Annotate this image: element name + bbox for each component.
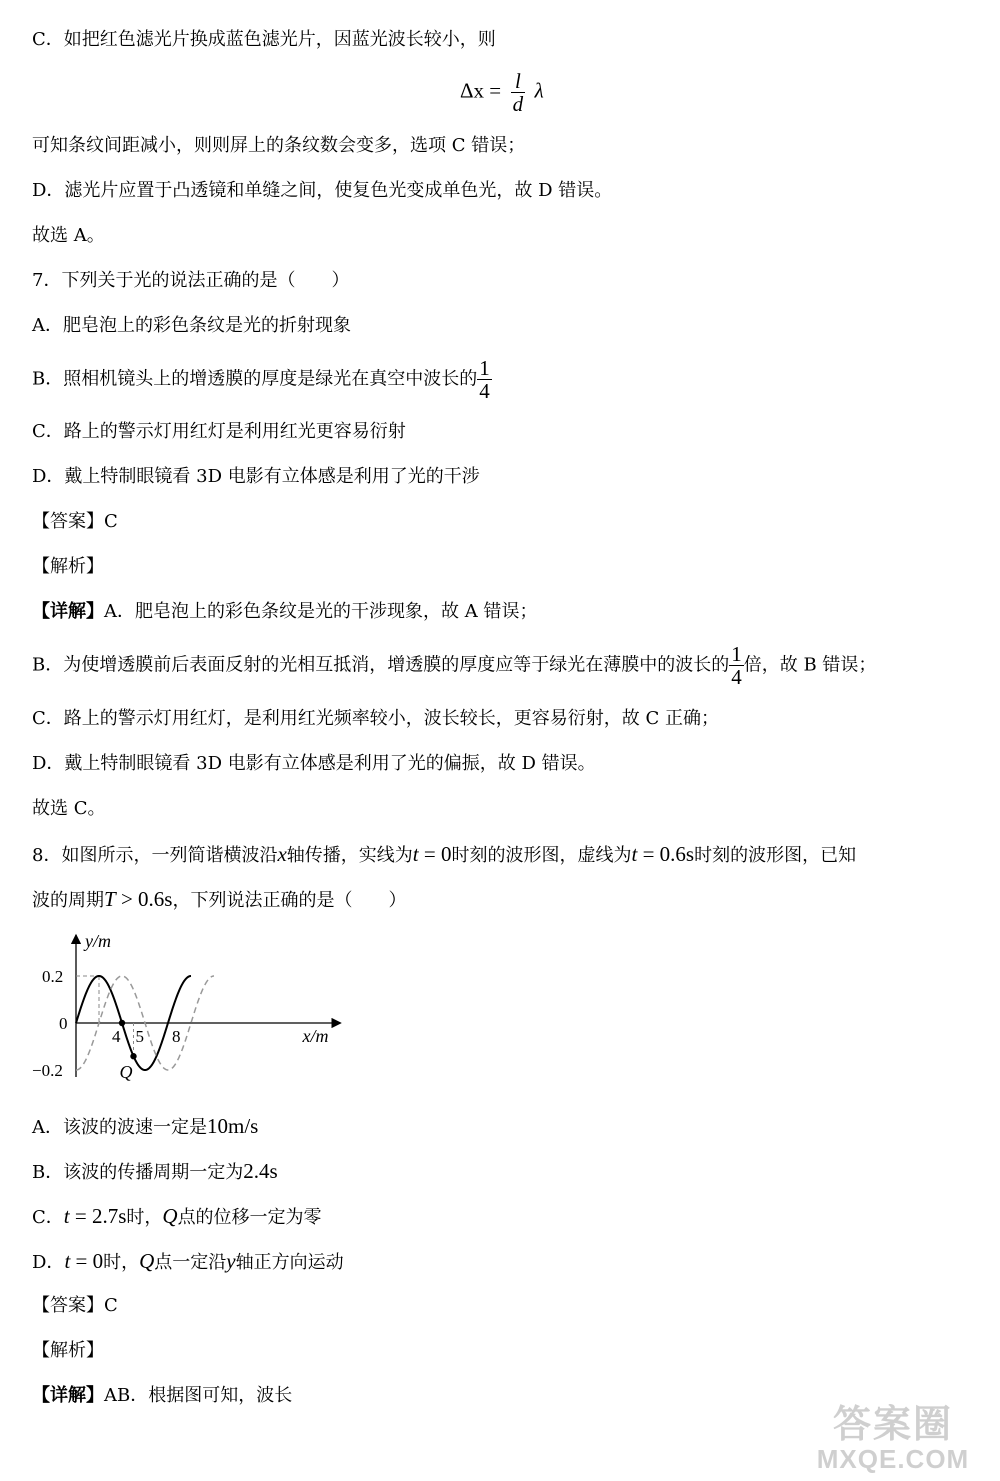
q8-option-b (32, 1159, 278, 1185)
var-x: x (277, 842, 287, 866)
q7-detail-c: C．路上的警示灯用红灯，是利用红光频率较小，波长较长，更容易衍射，故 C 正确； (32, 708, 719, 729)
q8c-text: 时， (126, 1207, 163, 1228)
q7-detail-a (32, 600, 537, 624)
q7-analysis-label: 【解析】 (32, 556, 104, 577)
var-t: t (631, 842, 638, 866)
point-q-label: Q (119, 1062, 133, 1083)
text-line-c: C．如把红色滤光片换成蓝色滤光片，因蓝光波长较小，则 (32, 29, 496, 50)
detail-label: 【详解】 (32, 601, 104, 622)
watermark-logo (798, 1405, 988, 1475)
var-t: t (63, 1204, 70, 1228)
q8-eq: = 0.6s (637, 842, 695, 866)
point-q (130, 1053, 136, 1059)
q8-analysis-label: 【解析】 (32, 1340, 104, 1361)
q8d-text: 点一定沿 (154, 1252, 227, 1273)
x-tick-label: 4 (112, 1027, 121, 1046)
formula-lambda: λ (534, 78, 544, 103)
q8-text: 波的周期 (32, 890, 104, 911)
q8-detail (32, 1384, 292, 1408)
q8b-value: 2.4s (243, 1159, 278, 1183)
formula-lhs: Δx = (460, 78, 502, 103)
q8-eq: = 0 (418, 842, 452, 866)
q8a-value: 10m/s (207, 1114, 259, 1138)
q7-answer: 【答案】C (32, 511, 118, 532)
q8-option-d (32, 1249, 344, 1275)
var-T: T (104, 887, 116, 911)
text-line-fringes: 可知条纹间距减小，则则屏上的条纹数会变多，选项 C 错误； (32, 135, 526, 156)
fraction-one-quarter (477, 357, 492, 402)
detail-b-tail: 倍，故 B 错误； (743, 654, 877, 676)
var-Q: Q (162, 1204, 178, 1228)
q8-text: 8．如图所示，一列简谐横波沿 (32, 845, 278, 866)
wave-chart (28, 925, 388, 1095)
q8d-value: = 0 (70, 1249, 104, 1273)
q8a-text: A．该波的波速一定是 (32, 1117, 207, 1138)
y-tick-label: 0 (59, 1014, 68, 1033)
x-axis-label: x/m (302, 1026, 329, 1046)
q8-eq: > 0.6s (115, 887, 173, 911)
q8-option-c (32, 1204, 322, 1230)
var-Q: Q (139, 1249, 155, 1273)
fraction-one-quarter-2 (729, 643, 744, 688)
fraction-numerator: 1 (479, 356, 490, 380)
watermark-url: MXQE.COM (816, 1444, 970, 1474)
x-tick-label: 5 (135, 1027, 144, 1046)
formula-delta-x (460, 70, 544, 115)
y-tick-label: 0.2 (42, 967, 64, 986)
fraction-denominator: 4 (731, 665, 742, 689)
var-t: t (64, 1249, 71, 1273)
detail-text: AB．根据图可知，波长 (104, 1385, 293, 1406)
formula-denominator: d (512, 92, 524, 116)
q8d-text: 时， (103, 1252, 140, 1273)
q7-option-b-text: B．照相机镜头上的增透膜的厚度是绿光在真空中波长的 (32, 368, 478, 390)
q7-option-b (32, 357, 492, 402)
q8-text: 时刻的波形图，虚线为 (451, 845, 632, 866)
q8-text: ，下列说法正确的是（ ） (172, 890, 407, 911)
formula-fraction (511, 70, 526, 115)
y-axis-label: y/m (85, 931, 111, 951)
q8d-text: D． (32, 1252, 65, 1273)
q7-detail-d: D．戴上特制眼镜看 3D 电影有立体感是利用了光的偏振，故 D 错误。 (32, 753, 596, 774)
detail-b-text: B．为使增透膜前后表面反射的光相互抵消，增透膜的厚度应等于绿光在薄膜中的波长的 (32, 654, 730, 676)
q8-text: 轴传播，实线为 (286, 845, 413, 866)
question-8-line2 (32, 887, 406, 913)
zero-point (119, 1020, 125, 1026)
y-tick-label: −0.2 (32, 1061, 63, 1080)
fraction-denominator: 4 (479, 379, 490, 403)
q7-detail-b (32, 643, 876, 688)
text-line-d: D．滤光片应置于凸透镜和单缝之间，使复色光变成单色光，故 D 错误。 (32, 180, 613, 201)
var-y: y (226, 1249, 236, 1273)
q8d-text: 轴正方向运动 (235, 1252, 344, 1273)
q8-option-a (32, 1114, 258, 1140)
q8-answer: 【答案】C (32, 1295, 118, 1316)
fraction-numerator: 1 (731, 642, 742, 666)
q7-select-c: 故选 C。 (32, 798, 106, 819)
text-line-select-a: 故选 A。 (32, 225, 105, 246)
q7-option-a: A．肥皂泡上的彩色条纹是光的折射现象 (32, 315, 351, 336)
question-8-line1 (32, 842, 856, 868)
var-t: t (412, 842, 419, 866)
detail-label: 【详解】 (32, 1385, 104, 1406)
q8-text: 时刻的波形图，已知 (694, 845, 857, 866)
q8c-text: C． (32, 1207, 64, 1228)
q8c-value: = 2.7s (69, 1204, 127, 1228)
q7-option-c: C．路上的警示灯用红灯是利用红光更容易衍射 (32, 421, 406, 442)
watermark-title: 答案圈 (832, 1404, 953, 1446)
q8b-text: B．该波的传播周期一定为 (32, 1162, 244, 1183)
formula-numerator: l (511, 70, 526, 93)
detail-a-text: A．肥皂泡上的彩色条纹是光的干涉现象，故 A 错误； (104, 601, 538, 622)
question-7: 7．下列关于光的说法正确的是（ ） (32, 270, 350, 291)
q7-option-d: D．戴上特制眼镜看 3D 电影有立体感是利用了光的干涉 (32, 466, 480, 487)
x-tick-label: 8 (172, 1027, 181, 1046)
q8c-text: 点的位移一定为零 (177, 1207, 322, 1228)
